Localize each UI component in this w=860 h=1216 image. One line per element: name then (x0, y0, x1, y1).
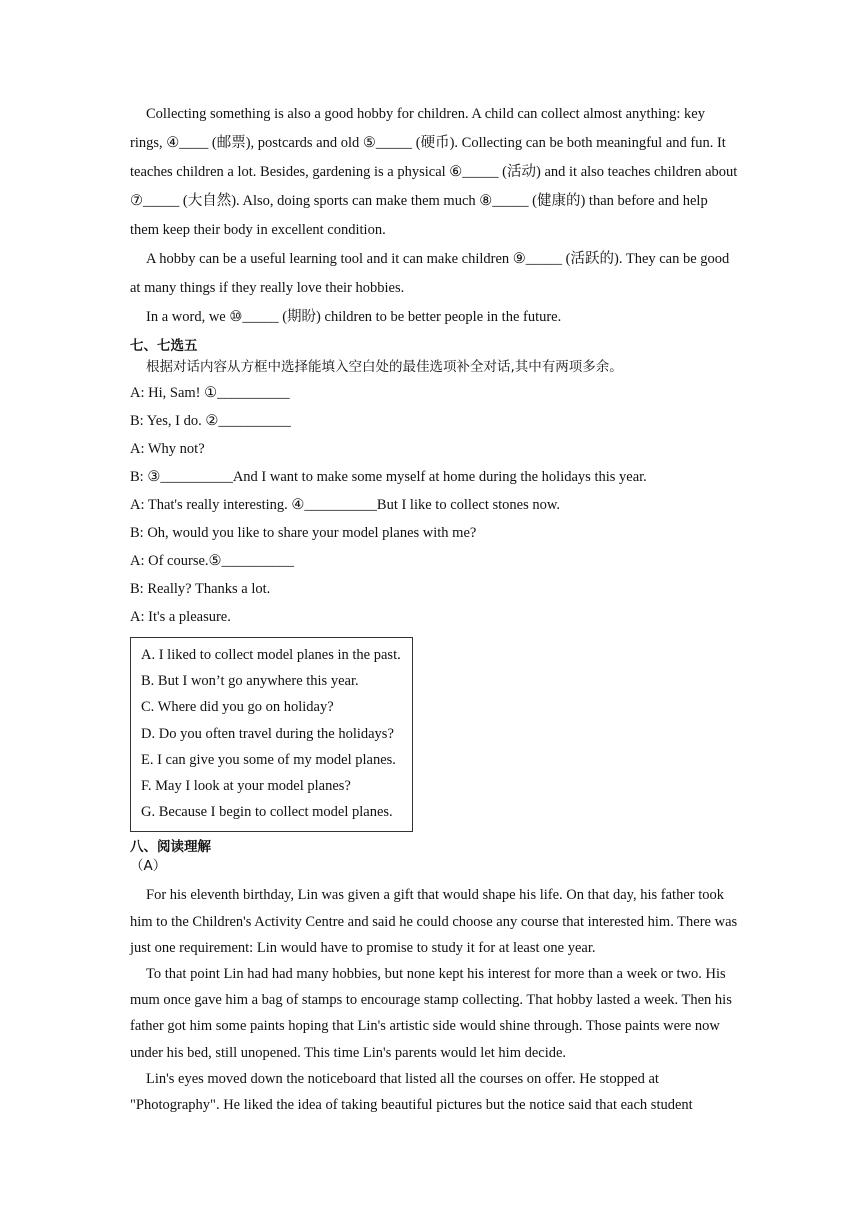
dialogue (130, 379, 740, 631)
dialogue-line: A: That's really interesting. ④__________But I like to collect stones now. (130, 497, 561, 513)
document-page (130, 100, 740, 1118)
reading-passage (130, 882, 740, 1118)
dialogue-line: B: ③__________And I want to make some myself at home during the holidays this year. (130, 469, 647, 485)
section-heading-eight: 八、阅读理解 (130, 839, 211, 856)
dialogue-line: B: Yes, I do. ②__________ (130, 413, 291, 429)
dialogue-line: B: Really? Thanks a lot. (130, 581, 271, 597)
passage-paragraph: Collecting something is also a good hobby for children. A child can collect almost anything: key rings, ④____ (邮票), postcards and old ⑤_____ (硬币). Collecting can be both meaningful and fun. It teaches children a lot. Besides, gardening is a physical ⑥_____ (活动) and it also teaches children about ⑦_____ (大自然). Also, doing sports can make them much ⑧_____ (健康的) than before and help them keep their body in excellent condition. (130, 106, 738, 238)
part-label: （A） (130, 858, 167, 875)
option-item: D. Do you often travel during the holidays? (141, 725, 394, 742)
option-item: A. I liked to collect model planes in the past. (141, 647, 401, 663)
dialogue-line: A: Of course.⑤__________ (130, 553, 295, 569)
section-instruction: 根据对话内容从方框中选择能填入空白处的最佳选项补全对话,其中有两项多余。 (146, 359, 623, 375)
dialogue-line: A: It's a pleasure. (130, 609, 231, 625)
option-item: C. Where did you go on holiday? (141, 699, 334, 716)
passage-paragraph: In a word, we ⑩_____ (期盼) children to be better people in the future. (146, 309, 562, 325)
section-heading-seven: 七、七选五 (130, 338, 198, 354)
option-item: E. I can give you some of my model planes. (141, 751, 396, 768)
passage-paragraph: A hobby can be a useful learning tool and it can make children ⑨_____ (活跃的). They can be good at many things if they really love their hobbies. (130, 251, 730, 296)
section-six-passage (130, 100, 740, 331)
option-item: B. But I won’t go anywhere this year. (141, 673, 359, 690)
option-item: F. May I look at your model planes? (141, 778, 351, 795)
reading-paragraph: To that point Lin had had many hobbies, but none kept his interest for more than a week or two. His mum once gave him a bag of stamps to encourage stamp collecting. That hobby lasted a week. Then his father got him some paints hoping that Lin's artistic side would shine through. Those paints were now under his bed, still unopened. This time Lin's parents would let him decide. (130, 966, 732, 1061)
options-box (130, 637, 413, 832)
reading-paragraph: Lin's eyes moved down the noticeboard that listed all the courses on offer. He stopped at "Photography". He liked the idea of taking beautiful pictures but the notice said that each student (130, 1070, 693, 1114)
dialogue-line: B: Oh, would you like to share your model planes with me? (130, 525, 477, 541)
reading-paragraph: For his eleventh birthday, Lin was given a gift that would shape his life. On that day, his father took him to the Children's Activity Centre and said he could choose any course that interested him. There was just one requirement: Lin would have to promise to study it for at least one year. (130, 887, 738, 956)
dialogue-line: A: Hi, Sam! ①__________ (130, 385, 290, 401)
option-item: G. Because I begin to collect model planes. (141, 804, 393, 821)
dialogue-line: A: Why not? (130, 441, 205, 457)
